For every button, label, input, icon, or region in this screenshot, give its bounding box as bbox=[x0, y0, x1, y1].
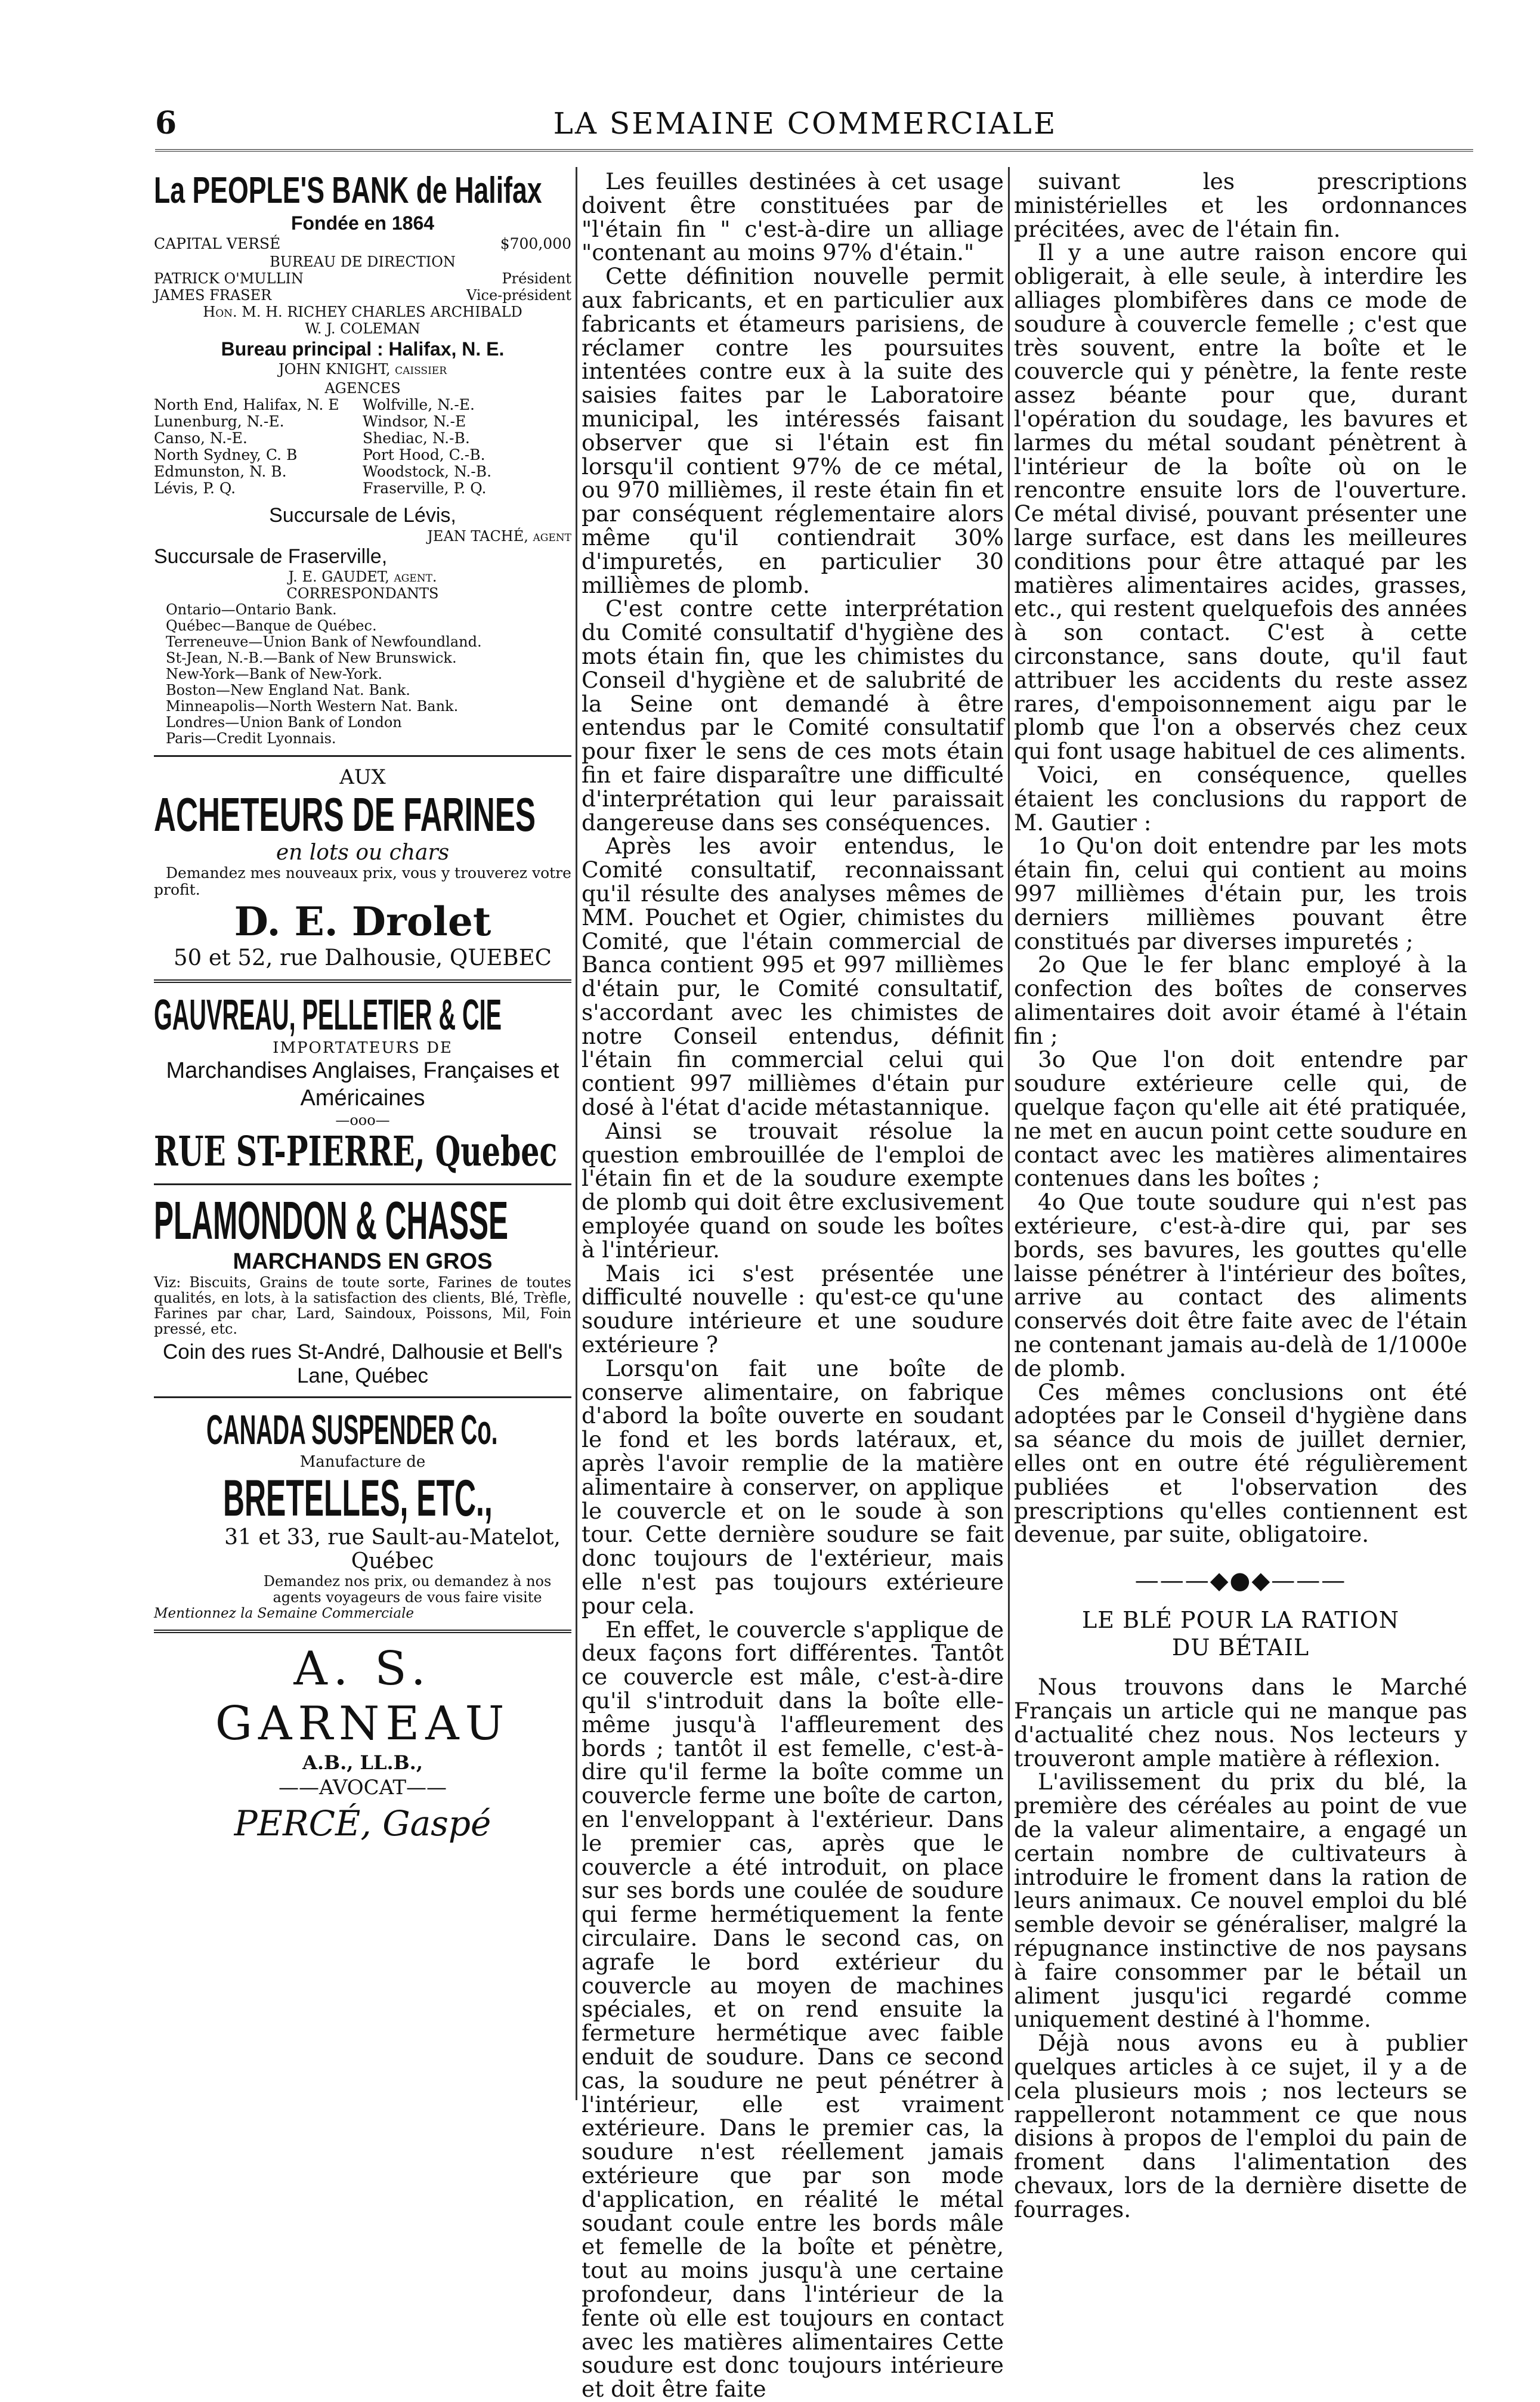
plamondon-name: PLAMONDON & CHASSE bbox=[154, 1191, 509, 1251]
suspender-role: Manufacture de bbox=[299, 1453, 426, 1471]
correspondent-item: Ontario—Ontario Bank. bbox=[166, 601, 337, 618]
second-article-title-2: DU BÉTAIL bbox=[1171, 1634, 1310, 1661]
correspondent-item: Londres—Union Bank of London bbox=[166, 714, 402, 731]
article-paragraph: 3o Que l'on doit entendre par soudure extérieure celle qui, de quelque façon qu'elle ait été pratiquée, ne met en aucun point cette soudure en contact avec les matières alimentaires contenues dans les boîtes ; bbox=[1014, 1046, 1467, 1192]
directors: Hon. M. H. RICHEY CHARLES ARCHIBALD bbox=[203, 304, 522, 320]
vice-title: Vice-président bbox=[466, 287, 571, 304]
correspondent-item: St-Jean, N.-B.—Bank of New Brunswick. bbox=[166, 650, 457, 666]
article-body-part2 bbox=[1014, 170, 1467, 1547]
ad-divider bbox=[154, 755, 571, 757]
board-label: BUREAU DE DIRECTION bbox=[270, 254, 456, 270]
bank-ad bbox=[154, 170, 571, 747]
article-paragraph: Lorsqu'on fait une boîte de conserve alimentaire, on fabrique d'abord la boîte ouverte en soudant le fond et les bords latéraux, et, après l'avoir remplie de la matière alimentaire à conserver, on applique le couvercle et on le soude à son tour. Cette dernière soudure se fait donc toujours de l'extérieur, mais elle n'est pas toujours extérieure pour cela. bbox=[582, 1355, 1004, 1619]
correspondents-list bbox=[154, 602, 571, 747]
gauvreau-sep: —ooo— bbox=[335, 1112, 390, 1129]
correspondent-item: New-York—Bank of New-York. bbox=[166, 666, 383, 682]
correspondent-item: Boston—New England Nat. Bank. bbox=[166, 682, 410, 698]
drolet-sub: en lots ou chars bbox=[276, 840, 450, 865]
agency-item: Port Hood, C.-B. bbox=[363, 446, 485, 463]
article-paragraph: Déjà nous avons eu à publier quelques articles à ce sujet, il y a de cela plusieurs mois ; nos lecteurs se rappelleront notamment ce que nous disions à propos de l'emploi du pain de froment dans l'alimentation des chevaux, lors de la dernière disette de fourrages. bbox=[1014, 2030, 1467, 2222]
article-column-3 bbox=[1014, 168, 1467, 2222]
article-body-part1 bbox=[582, 170, 1004, 2401]
agency-item: Woodstock, N.-B. bbox=[363, 463, 492, 480]
article-paragraph: 2o Que le fer blanc employé à la confection des boîtes de conserves alimentaires doit avoir étamé à l'étain fin ; bbox=[1014, 951, 1467, 1049]
article-paragraph: C'est contre cette interprétation du Comité consultatif d'hygiène des mots étain fin, que les chimistes du Conseil d'hygiène et de salubrité de la Seine ont demandé à être entendus par le Comité consultatif pour fixer le sens de ces mots étain fin et faire disparaître une difficulté d'interprétation qui leur paraissait dangereuse dans ses conséquences. bbox=[582, 595, 1004, 836]
article-paragraph: suivant les prescriptions ministérielles et les ordonnances précitées, avec de l'étain fin. bbox=[1014, 168, 1467, 242]
gauvreau-street: RUE ST-PIERRE, Quebec bbox=[154, 1128, 558, 1176]
agencies-label: AGENCES bbox=[324, 380, 401, 397]
gauvreau-goods: Marchandises Anglaises, Françaises et Américaines bbox=[166, 1058, 559, 1111]
drolet-headline: ACHETEURS DE FARINES bbox=[154, 788, 536, 841]
article-paragraph: Après les avoir entendus, le Comité consultatif, reconnaissant qu'il résulte des analyses mêmes de MM. Pouchet et Ogier, chimistes du Comité, que l'étain commercial de Banca contient 995 et 997 millièmes d'étain pur, le Comité consultatif, s'accordant avec les chimistes de notre Conseil entendus, définit l'étain fin commercial celui qui contient 997 millièmes d'étain pur dosé à l'état d'acide métastannique. bbox=[582, 833, 1004, 1121]
correspondent-item: Minneapolis—North Western Nat. Bank. bbox=[166, 698, 459, 715]
suspender-ad bbox=[154, 1406, 571, 1621]
article-column-2 bbox=[582, 168, 1004, 2402]
president-name: PATRICK O'MULLIN bbox=[154, 270, 304, 287]
article-paragraph: L'avilissement du prix du blé, la première des céréales au point de vue de la valeur alimentaire, a engagé un certain nombre de cultivateurs à introduire le froment dans la ration de leurs animaux. Ce nouvel emploi du blé semble devoir se généraliser, malgré la répugnance instinctive de nos paysans à faire consommer par le bétail un aliment jusqu'ici regardé comme uniquement destiné à l'homme. bbox=[1014, 1769, 1467, 2033]
suspender-address: 31 et 33, rue Sault-au-Matelot, Québec bbox=[224, 1525, 561, 1573]
plamondon-body: Viz: Biscuits, Grains de toute sorte, Farines de toutes qualités, en lots, à la satisfaction des clients, Blé, Trèfle, Farines par char, Lard, Saindoux, Poissons, Mil, Foin pressé, etc. bbox=[154, 1274, 571, 1337]
correspondents-label: CORRESPONDANTS bbox=[286, 585, 439, 602]
agency-item: Lunenburg, N.-E. bbox=[154, 413, 285, 430]
suspender-mention: Mentionnez la Semaine Commerciale bbox=[154, 1606, 415, 1621]
director-2: W. J. COLEMAN bbox=[305, 320, 420, 337]
article-paragraph: Nous trouvons dans le Marché Français un article qui ne manque pas d'actualité chez nous. Nos lecteurs y trouveront ample matière à réflexion. bbox=[1014, 1674, 1467, 1772]
column-divider-2 bbox=[1008, 167, 1010, 2100]
garneau-title: ——AVOCAT—— bbox=[278, 1776, 447, 1800]
branch-levis: Succursale de Lévis, bbox=[269, 504, 456, 527]
branch-levis-agent: JEAN TACHÉ, agent bbox=[427, 528, 571, 545]
drolet-body: Demandez mes nouveaux prix, vous y trouverez votre profit. bbox=[154, 864, 571, 898]
article-paragraph: Ainsi se trouvait résolue la question embrouillée de l'emploi de l'étain fin et de la soudure exempte de plomb qui doit être exclusivement employée quand on soude les boîtes à l'intérieur. bbox=[582, 1117, 1004, 1263]
agency-item: Fraserville, P. Q. bbox=[363, 480, 487, 497]
capital-label: CAPITAL VERSÉ bbox=[154, 235, 281, 252]
ad-divider bbox=[154, 1396, 571, 1398]
article-paragraph: Mais ici s'est présentée une difficulté nouvelle : qu'est-ce qu'une soudure intérieure et une soudure extérieure ? bbox=[582, 1260, 1004, 1358]
second-article-title-1: LE BLÉ POUR LA RATION bbox=[1082, 1607, 1399, 1634]
plamondon-role: MARCHANDS EN GROS bbox=[233, 1249, 493, 1274]
ad-divider bbox=[154, 979, 571, 983]
second-article-body bbox=[1014, 1675, 1467, 2221]
agencies-list bbox=[154, 397, 571, 497]
article-paragraph: En effet, le couvercle s'applique de deux façons fort différentes. Tantôt ce couvercle est mâle, c'est-à-dire qu'il s'introduit dans la boîte elle-même jusqu'à l'affleurement des bords ; tantôt il est femelle, c'est-à-dire qu'il ferme la boîte comme un couvercle ferme une boîte de carton, en l'enveloppant à l'extérieur. Dans le premier cas, après que le couvercle a été introduit, on place sur ses bords une coulée de soudure qui ferme hermétiquement la fente circulaire. Dans le second cas, on agrafe le bord extérieur du couvercle au moyen de machines spéciales, et on rend ensuite la fermeture hermétique avec faible enduit de soudure. Dans ce second cas, la soudure ne peut pénétrer à l'intérieur, elle est vraiment extérieure. Dans le premier cas, la soudure n'est réellement jamais extérieure que par son mode d'application, en réalité le métal soudant coule entre les bords mâle et femelle de la boîte et pénètre, tout au moins jusqu'à une certaine profondeur, dans l'intérieur de la fente où elle est toujours en contact avec les matières alimentaires Cette soudure est donc toujours intérieure et doit être faite bbox=[582, 1616, 1004, 2402]
bank-office: Bureau principal : Halifax, N. E. bbox=[221, 338, 505, 360]
ads-column bbox=[154, 170, 571, 1845]
bank-cashier: JOHN KNIGHT, caissier bbox=[278, 361, 447, 378]
agency-item: Edmunston, N. B. bbox=[154, 463, 287, 480]
page-number: 6 bbox=[155, 105, 177, 141]
plamondon-ad bbox=[154, 1191, 571, 1388]
article-paragraph: Il y a une autre raison encore qui obligerait, à elle seule, à interdire les alliages plombifères dans ce mode de soudure à couvercle femelle ; c'est que très souvent, entre la boîte et le couvercle qui y pénètre, la fente reste assez béante pour que, durant l'opération du soudage, les bavures et larmes du métal soudant pénètrent à l'intérieur de la boîte où on le rencontre ensuite lors de l'ouverture. Ce métal divisé, pouvant présenter une large surface, est dans les meilleures conditions pour être attaqué par les matières alimentaires acides, grasses, etc., qui restent quelquefois des années à son contact. C'est à cette circonstance, sans doute, qu'il faut attribuer les accidents du reste assez rares, d'empoisonnement aigu par le plomb que l'on a observés chez ceux qui font usage habituel de ces aliments. bbox=[1014, 239, 1467, 765]
ad-divider bbox=[154, 1630, 571, 1633]
garneau-degrees: A.B., LL.B., bbox=[302, 1751, 423, 1774]
branch-fraserville: Succursale de Fraserville, bbox=[154, 545, 388, 568]
plamondon-address: Coin des rues St-André, Dalhousie et Bell's Lane, Québec bbox=[162, 1340, 563, 1387]
section-ornament: ———◆●◆——— bbox=[1134, 1567, 1347, 1595]
correspondent-item: Paris—Credit Lyonnais. bbox=[166, 730, 336, 747]
vice-name: JAMES FRASER bbox=[154, 287, 272, 304]
suspender-product: BRETELLES, ETC., bbox=[223, 1470, 493, 1527]
garneau-name: A. S. GARNEAU bbox=[215, 1642, 511, 1751]
page-header bbox=[143, 100, 1467, 148]
drolet-name: D. E. Drolet bbox=[234, 898, 491, 945]
president-title: Président bbox=[502, 270, 571, 287]
agency-item: Canso, N.-E. bbox=[154, 429, 248, 447]
header-rule bbox=[155, 149, 1473, 152]
article-paragraph: Voici, en conséquence, quelles étaient les conclusions du rapport de M. Gautier : bbox=[1014, 761, 1467, 836]
bank-founded: Fondée en 1864 bbox=[290, 212, 435, 234]
garneau-ad bbox=[154, 1641, 571, 1845]
agency-item: Shediac, N.-B. bbox=[363, 429, 470, 447]
bank-title: La PEOPLE'S BANK de Halifax bbox=[154, 170, 542, 211]
agency-item: North Sydney, C. B bbox=[154, 446, 298, 463]
correspondent-item: Terreneuve—Union Bank of Newfoundland. bbox=[166, 633, 482, 650]
gauvreau-name: GAUVREAU, PELLETIER & CIE bbox=[154, 991, 502, 1039]
gauvreau-role: IMPORTATEURS DE bbox=[273, 1039, 453, 1057]
gauvreau-ad bbox=[154, 991, 571, 1175]
article-paragraph: Cette définition nouvelle permit aux fabricants, et en particulier aux fabricants et étameurs parisiens, de réclamer contre les poursuites intentées contre eux à la suite des saisies faites par le Laboratoire municipal, les intéressés faisant observer que si l'étain est fin lorsqu'il contient 97% de ce métal, ou 970 millièmes, il reste étain fin et par conséquent réglementaire alors même qu'il contiendrait 30% d'impuretés, en particulier 30 millièmes de plomb. bbox=[582, 263, 1004, 598]
agency-item: Lévis, P. Q. bbox=[154, 480, 236, 497]
article-paragraph: 1o Qu'on doit entendre par les mots étain fin, celui qui contient au moins 997 millièmes d'étain pur, les trois derniers millièmes pouvant être constitués par diverses impuretés ; bbox=[1014, 833, 1467, 954]
agency-item: Windsor, N.-E bbox=[363, 413, 466, 430]
drolet-ad bbox=[154, 765, 571, 971]
article-paragraph: Ces mêmes conclusions ont été adoptées par le Conseil d'hygiène dans sa séance du mois de juillet dernier, elles ont en outre été régulièrement publiées et l'observation des prescriptions qu'elles contiennent est devenue, par suite, obligatoire. bbox=[1014, 1378, 1467, 1548]
garneau-place: PERCÉ, Gaspé bbox=[234, 1803, 491, 1844]
capital-value: $700,000 bbox=[500, 235, 571, 252]
suspender-name: CANADA SUSPENDER Co. bbox=[206, 1406, 498, 1453]
drolet-address: 50 et 52, rue Dalhousie, QUEBEC bbox=[174, 945, 552, 970]
column-divider-1 bbox=[576, 167, 577, 2100]
branch-fraserville-agent: J. E. GAUDET, agent. bbox=[288, 568, 437, 585]
article-paragraph: Les feuilles destinées à cet usage doivent être constituées par de "l'étain fin " c'est-à-dire un alliage "contenant au moins 97% d'étain." bbox=[582, 168, 1004, 266]
suspender-body: Demandez nos prix, ou demandez à nos agents voyageurs de vous faire visite bbox=[263, 1573, 552, 1606]
running-title: LA SEMAINE COMMERCIALE bbox=[553, 106, 1057, 141]
agency-item: Wolfville, N.-E. bbox=[363, 396, 475, 413]
agency-item: North End, Halifax, N. E bbox=[154, 396, 339, 413]
correspondent-item: Québec—Banque de Québec. bbox=[166, 617, 377, 634]
ad-divider bbox=[154, 1183, 571, 1185]
article-paragraph: 4o Que toute soudure qui n'est pas extérieure, c'est-à-dire qui, par ses bords, ses bavures, les gouttes qu'elle laisse pénétrer à l'intérieur des boîtes, arrive au contact des aliments conservés doit être faite avec de l'étain ne contenant jamais au-delà de 1/1000e de plomb. bbox=[1014, 1189, 1467, 1381]
drolet-aux: AUX bbox=[339, 765, 386, 789]
